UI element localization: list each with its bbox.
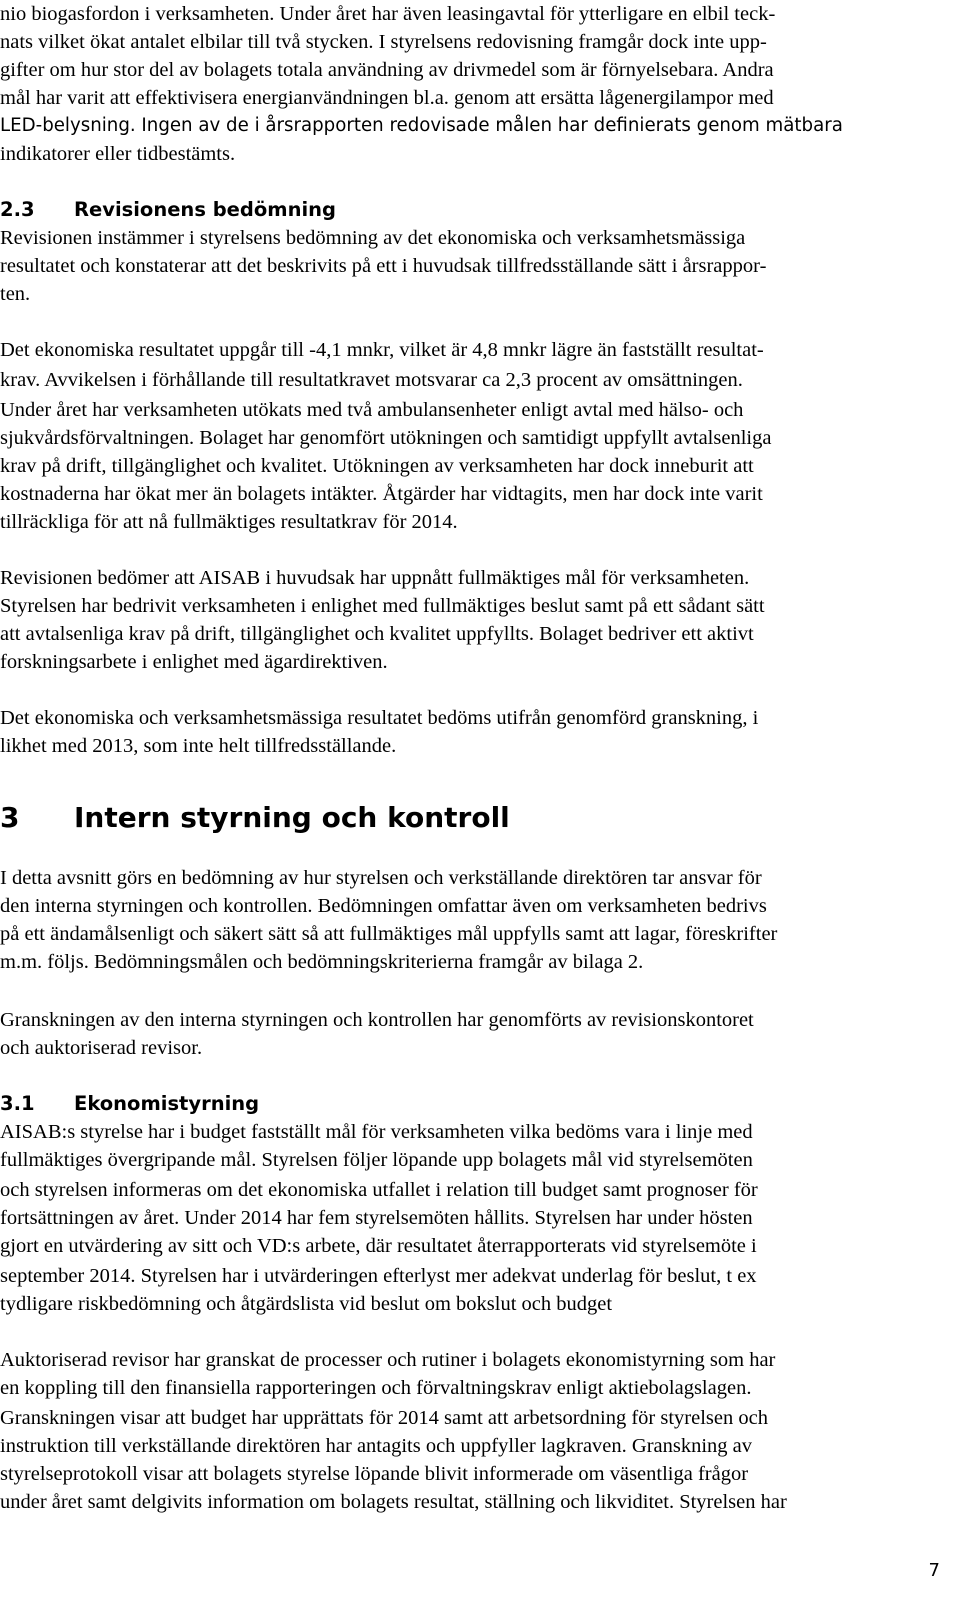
- intro-line-1: nio biogasfordon i verksamheten. Under året har även leasingavtal för ytterligare en elbil teck-: [0, 3, 776, 25]
- paragraph-line: under året samt delgivits information om bolagets resultat, ställning och likviditet. Styrelsen har: [0, 1491, 787, 1513]
- paragraph-line: ten.: [0, 283, 31, 305]
- paragraph-line: AISAB:s styrelse har i budget fastställt mål för verksamheten vilka bedöms vara i linje med: [0, 1121, 753, 1143]
- paragraph-line: sjukvårdsförvaltningen. Bolaget har genomfört utökningen och samtidigt uppfyllt avtalsenliga: [0, 427, 772, 449]
- paragraph-line: Revisionen instämmer i styrelsens bedömning av det ekonomiska och verksamhetsmässiga: [0, 227, 746, 249]
- paragraph-line: fullmäktiges övergripande mål. Styrelsen följer löpande upp bolagets mål vid styrelsemöten: [0, 1149, 753, 1171]
- section-number: 2.3: [0, 198, 35, 221]
- paragraph-line: styrelseprotokoll visar att bolagets styrelse löpande blivit informerade om väsentliga frågor: [0, 1463, 749, 1485]
- paragraph-line: gjort en utvärdering av sitt och VD:s arbete, där resultatet återrapporterats vid styrelsemöte i: [0, 1235, 757, 1257]
- section-heading-3: [0, 800, 510, 836]
- section-title: Ekonomistyrning: [74, 1092, 260, 1115]
- paragraph-line: m.m. följs. Bedömningsmålen och bedömningskriterierna framgår av bilaga 2.: [0, 951, 644, 973]
- page-number: 7: [928, 1560, 940, 1581]
- paragraph-line: forskningsarbete i enlighet med ägardirektiven.: [0, 651, 388, 673]
- paragraph-line: tydligare riskbedömning och åtgärdslista vid beslut om bokslut och budget: [0, 1293, 613, 1315]
- section-heading-3-1: [0, 1090, 259, 1118]
- intro-line-3: gifter om hur stor del av bolagets totala användning av drivmedel som är förnyelsebara. Andra: [0, 59, 774, 81]
- section-number: 3.1: [0, 1092, 35, 1115]
- paragraph-line: Revisionen bedömer att AISAB i huvudsak har uppnått fullmäktiges mål för verksamheten.: [0, 567, 750, 589]
- paragraph-line: krav på drift, tillgänglighet och kvalitet. Utökningen av verksamheten har dock inneburit att: [0, 455, 754, 477]
- paragraph-line: en koppling till den finansiella rapporteringen och förvaltningskrav enligt aktiebolagslagen.: [0, 1377, 752, 1399]
- section-title: Intern styrning och kontroll: [74, 801, 510, 834]
- section-heading-2-3: [0, 196, 336, 224]
- paragraph-line: på ett ändamålsenligt och säkert sätt så att fullmäktiges mål uppfylls samt att lagar, föreskrifter: [0, 923, 778, 945]
- section-number: 3: [0, 801, 20, 834]
- paragraph-line: I detta avsnitt görs en bedömning av hur styrelsen och verkställande direktören tar ansvar för: [0, 867, 762, 889]
- paragraph-line: Granskningen visar att budget har upprättats för 2014 samt att arbetsordning för styrelsen och: [0, 1407, 768, 1429]
- intro-line-4: mål har varit att effektivisera energianvändningen bl.a. genom att ersätta lågenergilampor med: [0, 87, 774, 109]
- paragraph-line: instruktion till verkställande direktören har antagits och uppfyller lagkraven. Granskning av: [0, 1435, 753, 1457]
- paragraph-line: Styrelsen har bedrivit verksamheten i enlighet med fullmäktiges beslut samt på ett sådant sätt: [0, 595, 765, 617]
- paragraph-line: september 2014. Styrelsen har i utvärderingen efterlyst mer adekvat underlag för beslut, t ex: [0, 1265, 757, 1287]
- paragraph-line: kostnaderna har ökat mer än bolagets intäkter. Åtgärder har vidtagits, men har dock inte varit: [0, 483, 763, 505]
- paragraph-line: Det ekonomiska och verksamhetsmässiga resultatet bedöms utifrån genomförd granskning, i: [0, 707, 759, 729]
- intro-line-2: nats vilket ökat antalet elbilar till två stycken. I styrelsens redovisning framgår dock inte upp-: [0, 31, 767, 53]
- paragraph-line: fortsättningen av året. Under 2014 har fem styrelsemöten hållits. Styrelsen har under hösten: [0, 1207, 753, 1229]
- paragraph-line: likhet med 2013, som inte helt tillfredsställande.: [0, 735, 397, 757]
- paragraph-line: och auktoriserad revisor.: [0, 1037, 203, 1059]
- paragraph-line: och styrelsen informeras om det ekonomiska utfallet i relation till budget samt prognoser för: [0, 1179, 758, 1201]
- intro-line-6: indikatorer eller tidbestämts.: [0, 143, 236, 165]
- paragraph-line: Auktoriserad revisor har granskat de processer och rutiner i bolagets ekonomistyrning som har: [0, 1349, 776, 1371]
- paragraph-line: resultatet och konstaterar att det beskrivits på ett i huvudsak tillfredsställande sätt i årsrappor-: [0, 255, 767, 277]
- paragraph-line: att avtalsenliga krav på drift, tillgänglighet och kvalitet uppfyllts. Bolaget bedriver ett aktivt: [0, 623, 754, 645]
- paragraph-line: krav. Avvikelsen i förhållande till resultatkravet motsvarar ca 2,3 procent av omsättningen.: [0, 369, 743, 391]
- paragraph-line: den interna styrningen och kontrollen. Bedömningen omfattar även om verksamheten bedrivs: [0, 895, 767, 917]
- paragraph-line: Granskningen av den interna styrningen och kontrollen har genomförts av revisionskontoret: [0, 1009, 754, 1031]
- paragraph-line: tillräckliga för att nå fullmäktiges resultatkrav för 2014.: [0, 511, 458, 533]
- intro-line-5: LED-belysning. Ingen av de i årsrapporten redovisade målen har definierats genom mätbara: [0, 115, 843, 136]
- section-title: Revisionens bedömning: [74, 198, 336, 221]
- paragraph-line: Under året har verksamheten utökats med två ambulansenheter enligt avtal med hälso- och: [0, 399, 744, 421]
- paragraph-line: Det ekonomiska resultatet uppgår till -4,1 mnkr, vilket är 4,8 mnkr lägre än fastställt resultat-: [0, 339, 764, 361]
